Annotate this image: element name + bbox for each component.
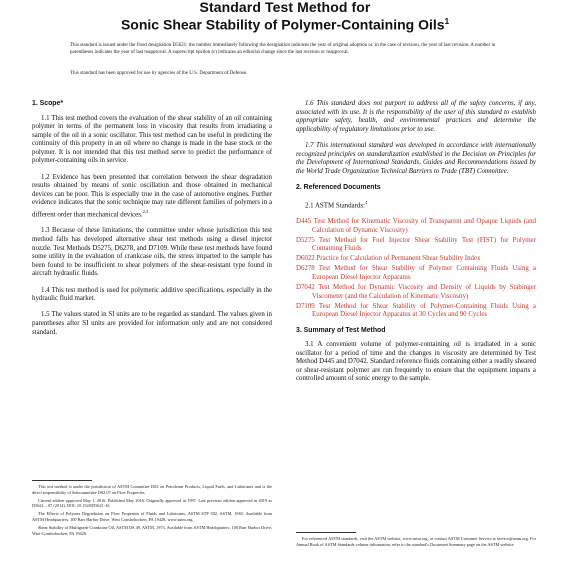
right-column (296, 100, 536, 392)
section-3-heading: 3. Summary of Test Method (296, 326, 386, 334)
footnote-2: Current edition approved May 1, 2016. Published May 2016. Originally approved in 1997. Last previous edition approved in 2019 as D5621 – 07 (2014). DOI: 10.1520/D5621-16. (32, 497, 272, 509)
reference-d7109[interactable]: D7109 Test Method for Shear Stability of Polymer-Containing Fluids Using a European Diesel Injector Apparatus at 30 Cycles and 90 Cycles (296, 302, 536, 319)
para-3-1: 3.1 A convenient volume of polymer-containing oil is irradiated in a sonic oscillator for a period of time and the changes in viscosity are determined by Test Method D445 and D7042. Standard reference fluids containing either a readily sheared or shear-resistant polymer are run frequently to ensure that the equipment imparts a controlled amount of sonic energy to the sample. (296, 341, 536, 383)
para-1-4: 1.4 This test method is used for polymeric additive specifications, especially in the hydraulic fluid market. (32, 286, 272, 303)
para-1-5: 1.5 The values stated in SI units are to be regarded as standard. The values given in parentheses after SI units are provided for information only and are not considered standard. (32, 311, 272, 336)
footnote-5: For referenced ASTM standards, visit the ASTM website, www.astm.org, or contact ASTM Customer Service at service@astm.org. For Annual Book of ASTM Standards volume information, refer to the standard's Document Summary page on the ASTM website. (296, 536, 536, 547)
title-block (0, 0, 570, 33)
para-1-6: 1.6 This standard does not purport to address all of the safety concerns, if any, associated with its use. It is the responsibility of the user of this standard to establish appropriate safety, health, and environmental practices and determine the applicability of regulatory limitations prior to use. (296, 100, 536, 133)
title-line-2-text: Sonic Shear Stability of Polymer-Containing Oils (120, 16, 445, 33)
para-1-3: 1.3 Because of these limitations, the committee under whose jurisdiction this test method falls has developed alternative shear test methods using a diesel injector nozzle. Test Methods D5275, D6278, and D7109. While these test methods have found some utility in the evaluation of crankcase oils, the stress imparted to the sample has been found to be insufficient to shear polymers of the shear-resistant type found in aircraft hydraulic fluids. (32, 227, 273, 278)
dod-approval-notice: This standard has been approved for use by agencies of the U.S. Department of Defense. (70, 71, 248, 76)
title-line-1: Standard Test Method for (199, 0, 371, 15)
right-footnote-rule (296, 532, 356, 533)
right-footnotes (296, 536, 536, 550)
footnote-3: The Effects of Polymer Degradation on Flow Properties of Fluids and Lubricants, ASTM STP 382, ASTM, 1965. Available from ASTM Headquarters, 100 Barr Harbor Drive, West Conshohocken, PA 19428, www.astm.org. (32, 511, 272, 522)
para-1-1: 1.1 This test method covers the evaluation of the shear stability of an oil containing polymer in terms of the permanent loss in viscosity that results from irradiating a sample of the oil in a sonic oscillator. This test method can be useful in predicting the continuity of this property in an oil where no change is made in the base stock or the polymer. It is not intended that this test method serve to predict the performance of polymer-containing oils in service. (32, 114, 272, 165)
footnote-1: This test method is under the jurisdiction of ASTM Committee D02 on Petroleum Products, Liquid Fuels, and Lubricants and is the direct responsibility of Subcommittee D02.07 on Flow Properties. (32, 484, 272, 495)
left-footnote-rule (32, 480, 92, 481)
footnote-4: Shear Stability of Multigrade Crankcase Oil, ASTM DS 49, ASTM, 1973. Available from ASTM Headquarters, 100 Barr Harbor Drive, West Conshohocken, PA 19428. (32, 524, 272, 536)
section-2-heading: 2. Referenced Documents (296, 183, 381, 191)
reference-d7042[interactable]: D7042 Test Method for Dynamic Viscosity and Density of Liquids by Stabinger Viscometer (and the Calculation of Kinematic Viscosity) (296, 283, 536, 300)
para-2-1-text: 2.1 ASTM Standards: (305, 201, 365, 209)
para-2-1-sup: 4 (364, 199, 368, 205)
issuance-notice: This standard is issued under the fixed designation D5621; the number immediately following the designation indicates the year of original adoption or, in the case of revision, the year of last revision. A number in parentheses indicates the year of last reapproval. A superscript epsilon (ε) indicates an editorial change since the last revision or reapproval. (70, 43, 496, 55)
left-footnotes (32, 484, 272, 538)
reference-d6022[interactable]: D6022 Practice for Calculation of Permanent Shear Stability Index (296, 255, 481, 263)
title-line-2 (0, 14, 570, 33)
para-1-7: 1.7 This international standard was developed in accordance with internationally recognized principles on standardization established in the Decision on Principles for the Development of International Standards, Guides and Recommendations issued by the World Trade Organization Technical Barriers to Trade (TBT) Committee. (296, 141, 536, 175)
para-2-1 (296, 199, 536, 211)
left-column (32, 100, 272, 345)
para-1-2-sup: 2,3 (142, 208, 149, 214)
reference-d6278[interactable]: D6278 Test Method for Shear Stability of Polymer Containing Fluids Using a European Diesel Injector Apparatus (296, 265, 536, 281)
reference-d445[interactable]: D445 Test Method for Kinematic Viscosity of Transparent and Opaque Liquids (and Calculation of Dynamic Viscosity) (296, 218, 536, 234)
para-1-2 (32, 174, 272, 220)
section-1-heading: 1. Scope* (32, 100, 64, 107)
reference-d5275[interactable]: D5275 Test Method for Fuel Injector Shear Stability Test (FIST) for Polymer Containing Fluids (296, 236, 536, 253)
para-1-2-text: 1.2 Evidence has been presented that correlation between the shear degradation results obtained by means of sonic oscillation and those obtained in mechanical devices can be poor. This is especially true in the case of automotive engines. Further evidence indicates that the sonic technique may rate different families of polymers in a different order than mechanical devices. (32, 173, 272, 219)
title-footnote-mark: 1 (444, 17, 450, 26)
